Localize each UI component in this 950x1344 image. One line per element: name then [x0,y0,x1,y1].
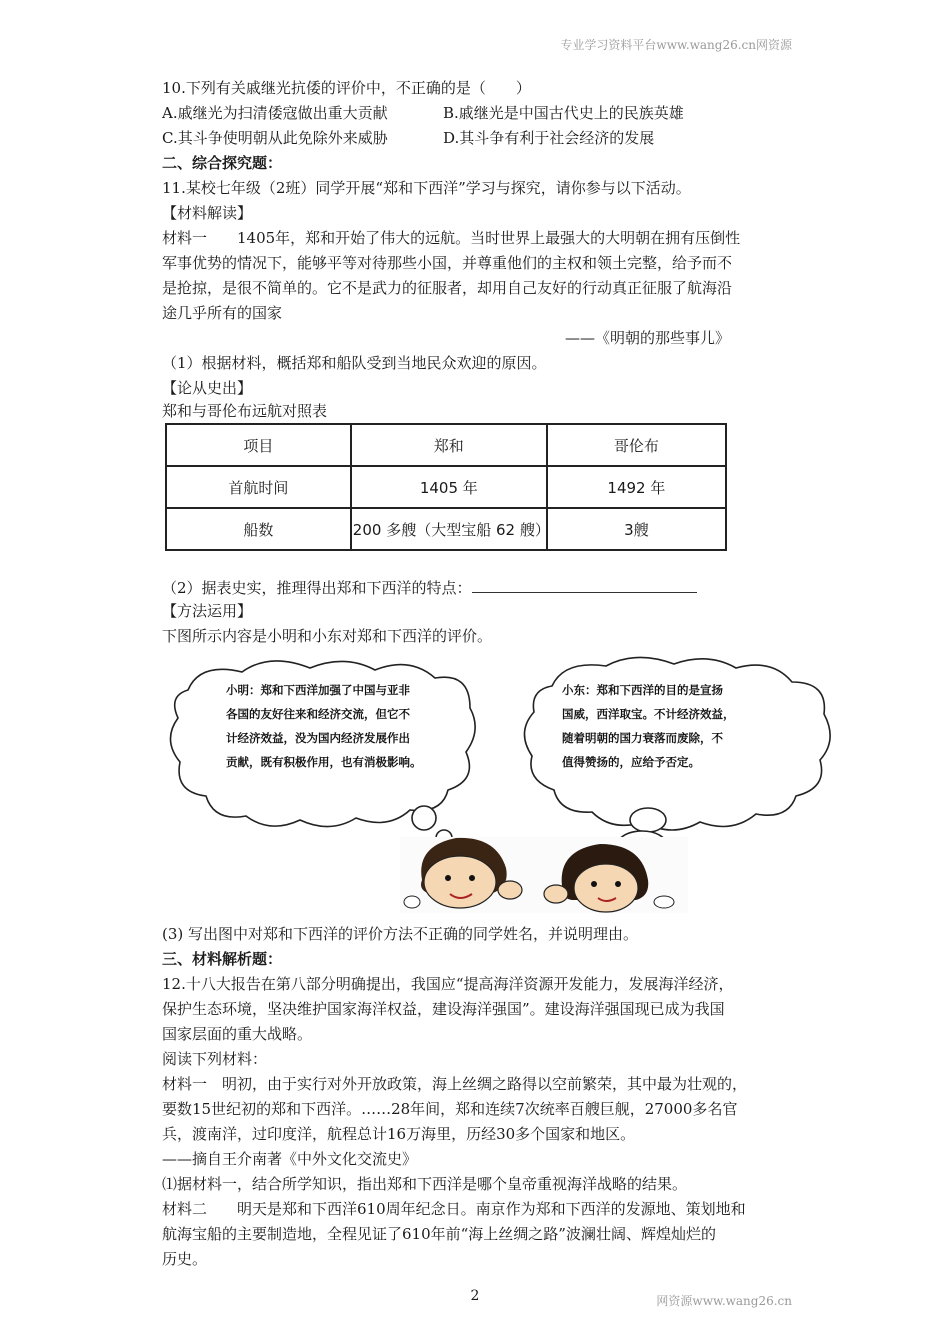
table-row [166,466,726,508]
cartoon-figure [160,650,840,915]
bubble-text-xiaoming: 小明：郑和下西洋加强了中国与亚非 各国的友好往来和经济交流，但它不 计经济效益，没为国内经济发展作出 贡献，既有积极作用，也有消极影响。 [226,683,422,769]
bubble-text-xiaodong: 小东：郑和下西洋的目的是宣扬 国威，西洋取宝。不计经济效益， 随着明朝的国力衰落而废除，不 值得赞扬的，应给予否定。 [562,683,735,769]
table-header-cell: 哥伦布 [547,424,726,466]
table-cell: 1492 年 [547,466,726,508]
q11-material-source: ——《明朝的那些事儿》 [564,329,730,347]
figure-intro: 下图所示内容是小明和小东对郑和下西洋的评价。 [162,627,493,645]
table-cell: 3艘 [547,508,726,550]
table-header-cell: 郑和 [351,424,547,466]
q11-intro: 11.某校七年级（2班）同学开展“郑和下西洋”学习与探究，请你参与以下活动。 [162,179,691,197]
table-cell: 1405 年 [351,466,547,508]
q11-material-line: 军事优势的情况下，能够平等对待那些小国，并尊重他们的主权和领土完整，给予而不 [162,254,733,272]
q12-material-source: ——摘自王介南著《中外文化交流史》 [162,1150,418,1168]
q10-stem: 10.下列有关戚继光抗倭的评价中，不正确的是（ ） [162,79,531,97]
right-thought-dot [630,808,666,832]
left-thought-dot [412,806,436,830]
answer-blank[interactable] [472,578,697,593]
q12-material2-line: 航海宝船的主要制造地，全程见证了610年前“海上丝绸之路”波澜壮阔、辉煌灿烂的 [162,1225,716,1243]
table-header-cell: 项目 [166,424,351,466]
q11-tag-history: 【论从史出】 [162,379,253,397]
q10-option-b: B.戚继光是中国古代史上的民族英雄 [443,104,684,122]
q12-intro-line: 12.十八大报告在第八部分明确提出，我国应“提高海洋资源开发能力，发展海洋经济， [162,975,734,993]
footer-watermark: 网资源www.wang26.cn [656,1294,792,1308]
q11-sub-question-1: （1）根据材料，概括郑和船队受到当地民众欢迎的原因。 [162,354,547,372]
q11-material-line: 是抢掠，是很不简单的。它不是武力的征服者，却用自己友好的行动真正征服了航海沿 [162,279,733,297]
q12-read-prompt: 阅读下列材料： [162,1050,268,1068]
comparison-table [165,423,727,551]
section-2-title: 二、综合探究题： [162,154,283,172]
header-watermark: 专业学习资料平台www.wang26.cn网资源 [560,38,792,52]
q12-intro-line: 国家层面的重大战略。 [162,1025,313,1043]
table-row [166,508,726,550]
table-header-row [166,424,726,466]
q10-option-a: A.戚继光为扫清倭寇做出重大贡献 [162,104,388,122]
section-3-title: 三、材料解析题： [162,950,283,968]
page-number: 2 [470,1288,480,1304]
q11-sub-question-2-text: （2）据表史实，推理得出郑和下西洋的特点： [162,579,472,597]
q11-material-line: 材料一 1405年，郑和开始了伟大的远航。当时世界上最强大的大明朝在拥有压倒性 [162,229,741,247]
q12-material-line: 兵，渡南洋，过印度洋，航程总计16万海里，历经30多个国家和地区。 [162,1125,636,1143]
q12-sub-question-1: ⑴据材料一，结合所学知识，指出郑和下西洋是哪个皇帝重视海洋战略的结果。 [162,1175,688,1193]
table-cell: 首航时间 [166,466,351,508]
table-cell: 船数 [166,508,351,550]
q12-intro-line: 保护生态环境，坚决维护国家海洋权益，建设海洋强国”。建设海洋强国现已成为我国 [162,1000,725,1018]
table-cell: 200 多艘（大型宝船 62 艘） [351,508,547,550]
q10-option-c: C.其斗争使明朝从此免除外来威胁 [162,129,388,147]
q12-material2-line: 历史。 [162,1250,208,1268]
table-caption: 郑和与哥伦布远航对照表 [162,402,328,420]
q12-material2-line: 材料二 明天是郑和下西洋610周年纪念日。南京作为郑和下西洋的发源地、策划地和 [162,1200,746,1218]
q10-option-d: D.其斗争有利于社会经济的发展 [443,129,655,147]
q11-sub-question-3: (3) 写出图中对郑和下西洋的评价方法不正确的同学姓名，并说明理由。 [162,925,639,943]
children-illustration [400,837,688,913]
q11-sub-question-2 [162,578,697,598]
q11-material-line: 途几乎所有的国家 [162,304,283,322]
q11-tag-material: 【材料解读】 [162,204,253,222]
q12-material-line: 要数15世纪初的郑和下西洋。……28年间，郑和连续7次统率百艘巨舰，27000多名官 [162,1100,738,1118]
q11-tag-method: 【方法运用】 [162,602,253,620]
q12-material-line: 材料一 明初，由于实行对外开放政策，海上丝绸之路得以空前繁荣，其中最为壮观的， [162,1075,748,1093]
